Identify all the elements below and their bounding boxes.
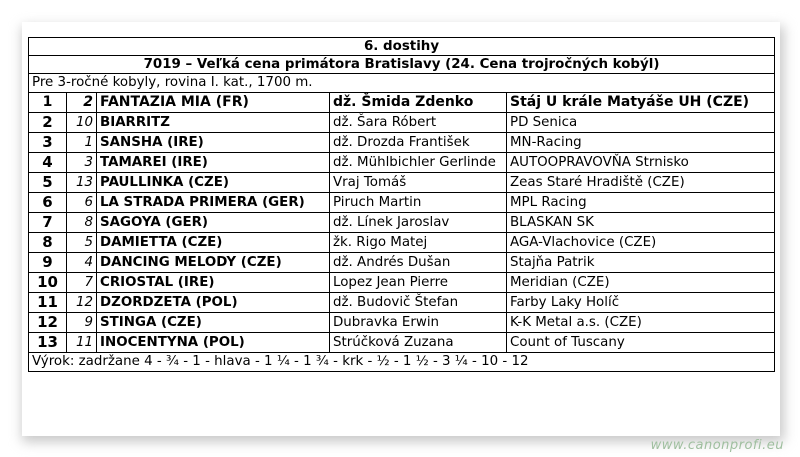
owner-name: K-K Metal a.s. (CZE)	[507, 313, 775, 333]
result-row	[29, 173, 775, 193]
finish-position: 10	[29, 273, 67, 293]
finish-position: 13	[29, 333, 67, 353]
results-sheet	[22, 22, 780, 436]
start-number: 8	[67, 213, 97, 233]
owner-name: AUTOOPRAVOVŇA Strnisko	[507, 153, 775, 173]
result-row	[29, 293, 775, 313]
jockey-name: Vraj Tomáš	[330, 173, 507, 193]
jockey-name: dž. Drozda František	[330, 133, 507, 153]
jockey-name: dž. Šmida Zdenko	[330, 93, 507, 113]
start-number: 4	[67, 253, 97, 273]
start-number: 1	[67, 133, 97, 153]
owner-name: Farby Laky Holíč	[507, 293, 775, 313]
owner-name: BLASKAN SK	[507, 213, 775, 233]
result-row	[29, 233, 775, 253]
jockey-name: Lopez Jean Pierre	[330, 273, 507, 293]
horse-name: DAMIETTA (CZE)	[97, 233, 330, 253]
finish-position: 9	[29, 253, 67, 273]
result-row	[29, 313, 775, 333]
race-verdict: Výrok: zadržane 4 - ¾ - 1 - hlava - 1 ¼ - 1 ¾ - krk - ½ - 1 ½ - 3 ¼ - 10 - 12	[29, 353, 775, 372]
owner-name: AGA-Vlachovice (CZE)	[507, 233, 775, 253]
start-number: 10	[67, 113, 97, 133]
finish-position: 4	[29, 153, 67, 173]
race-results-table	[28, 37, 775, 372]
horse-name: DZORDZETA (POL)	[97, 293, 330, 313]
jockey-name: dž. Línek Jaroslav	[330, 213, 507, 233]
owner-name: MN-Racing	[507, 133, 775, 153]
owner-name: MPL Racing	[507, 193, 775, 213]
finish-position: 1	[29, 93, 67, 113]
jockey-name: žk. Rigo Matej	[330, 233, 507, 253]
finish-position: 12	[29, 313, 67, 333]
result-row	[29, 113, 775, 133]
jockey-name: Strúčková Zuzana	[330, 333, 507, 353]
result-row	[29, 153, 775, 173]
start-number: 2	[67, 93, 97, 113]
race-title: 6. dostihy	[29, 38, 775, 56]
horse-name: SANSHA (IRE)	[97, 133, 330, 153]
owner-name: Zeas Staré Hradiště (CZE)	[507, 173, 775, 193]
result-row	[29, 133, 775, 153]
finish-position: 11	[29, 293, 67, 313]
watermark: www.canonprofi.eu	[650, 438, 784, 453]
finish-position: 5	[29, 173, 67, 193]
start-number: 3	[67, 153, 97, 173]
horse-name: TAMAREI (IRE)	[97, 153, 330, 173]
result-row	[29, 213, 775, 233]
jockey-name: dž. Šara Róbert	[330, 113, 507, 133]
result-row	[29, 273, 775, 293]
owner-name: Meridian (CZE)	[507, 273, 775, 293]
result-row	[29, 193, 775, 213]
owner-name: PD Senica	[507, 113, 775, 133]
horse-name: FANTAZIA MIA (FR)	[97, 93, 330, 113]
jockey-name: Dubravka Erwin	[330, 313, 507, 333]
horse-name: SAGOYA (GER)	[97, 213, 330, 233]
start-number: 7	[67, 273, 97, 293]
result-row	[29, 253, 775, 273]
start-number: 12	[67, 293, 97, 313]
start-number: 11	[67, 333, 97, 353]
horse-name: INOCENTYNA (POL)	[97, 333, 330, 353]
owner-name: Stáj U krále Matyáše UH (CZE)	[507, 93, 775, 113]
horse-name: LA STRADA PRIMERA (GER)	[97, 193, 330, 213]
horse-name: BIARRITZ	[97, 113, 330, 133]
horse-name: PAULLINKA (CZE)	[97, 173, 330, 193]
jockey-name: Piruch Martin	[330, 193, 507, 213]
horse-name: STINGA (CZE)	[97, 313, 330, 333]
jockey-name: dž. Andrés Dušan	[330, 253, 507, 273]
start-number: 9	[67, 313, 97, 333]
start-number: 6	[67, 193, 97, 213]
race-conditions: Pre 3-ročné kobyly, rovina I. kat., 1700 m.	[29, 74, 775, 93]
finish-position: 8	[29, 233, 67, 253]
horse-name: CRIOSTAL (IRE)	[97, 273, 330, 293]
finish-position: 7	[29, 213, 67, 233]
finish-position: 6	[29, 193, 67, 213]
start-number: 13	[67, 173, 97, 193]
horse-name: DANCING MELODY (CZE)	[97, 253, 330, 273]
owner-name: Count of Tuscany	[507, 333, 775, 353]
finish-position: 2	[29, 113, 67, 133]
jockey-name: dž. Budovič Štefan	[330, 293, 507, 313]
start-number: 5	[67, 233, 97, 253]
finish-position: 3	[29, 133, 67, 153]
result-row	[29, 333, 775, 353]
race-subtitle: 7019 – Veľká cena primátora Bratislavy (24. Cena trojročných kobýl)	[29, 56, 775, 74]
jockey-name: dž. Mühlbichler Gerlinde	[330, 153, 507, 173]
result-row	[29, 93, 775, 113]
owner-name: Stajňa Patrik	[507, 253, 775, 273]
